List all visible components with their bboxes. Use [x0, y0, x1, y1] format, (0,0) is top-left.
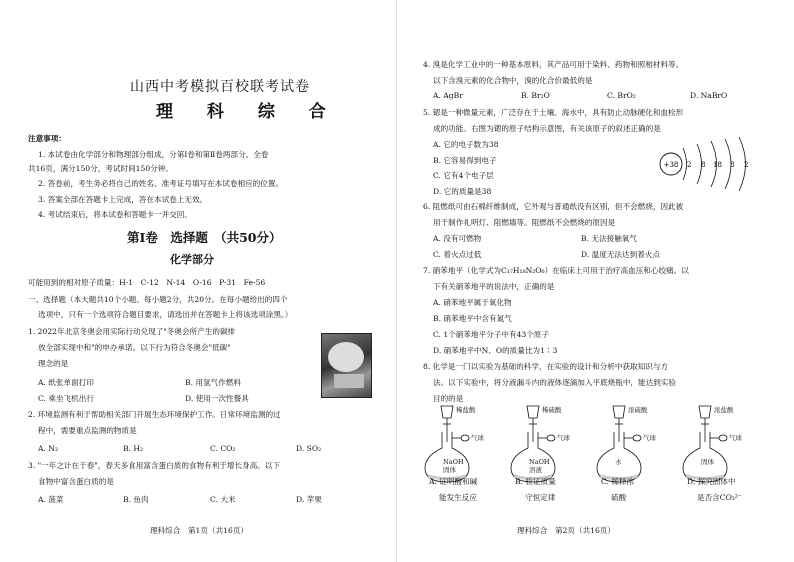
flask-contents-label: 固体: [701, 458, 714, 466]
q4-option-b: B. Br₂O: [521, 91, 550, 100]
subject-title: 理 科 综 合: [156, 102, 340, 122]
atomic-masses: 可能用到的相对原子质量：H-1 C-12 N-14 O-16 P-31 Fe-56: [28, 278, 266, 287]
q8-option-b-caption: B. 验证质量: [515, 477, 556, 486]
balloon-label: 气球: [557, 434, 570, 442]
q3-option-b: B. 鱼肉: [123, 495, 149, 504]
balloon: [547, 435, 555, 441]
exam-title: 山西中考模拟百校联考试卷: [130, 79, 310, 95]
q1-option-b: B. 用氢气作燃料: [185, 378, 241, 387]
page-2: [397, 0, 794, 562]
q1-option-c: C. 乘坐飞机出行: [38, 394, 94, 403]
question-7-text: 下有关硝苯地平的说法中，正确的是: [433, 282, 555, 291]
notice-line: 共16页，满分150分，考试时间150分钟。: [28, 164, 173, 173]
q8-option-d-caption: D. 探究固体中: [687, 477, 736, 486]
question-3-text: 食物中富含蛋白质的是: [38, 477, 114, 486]
balloon-label: 气球: [471, 434, 484, 442]
question-8-text: 8. 化学是一门以实验为基础的科学，在实验的设计和分析中获取知识与方: [423, 362, 669, 371]
flask-contents-label: 水: [615, 458, 622, 466]
balloon: [461, 435, 469, 441]
instructions-line: 选项中，只有一个选项符合题目要求，请选出并在答题卡上将该选项涂黑。）: [38, 310, 293, 319]
notice-line: 1. 本试卷由化学部分和物理部分组成，分第Ⅰ卷和第Ⅱ卷两部分。全卷: [38, 150, 269, 159]
winter-olympics-photo: [321, 333, 372, 398]
question-4-text: 4. 溴是化学工业中的一种基本原料，其产品可用于染料、药物和照相材料等。: [423, 60, 684, 69]
reagent-label: 稀硫酸: [542, 406, 562, 414]
question-6-text: 用于制作礼明灯、阻燃墙等。阻燃纸不会燃烧的原因是: [433, 218, 616, 227]
q3-option-d: D. 苹果: [296, 495, 322, 504]
q6-option-a: A. 没有可燃物: [433, 234, 482, 243]
question-1-text: 理念的是: [38, 359, 69, 368]
q2-option-a: A. N₂: [38, 444, 59, 453]
flask-contents-label: 固体: [443, 466, 456, 474]
q7-option-a: A. 硝苯地平属于氧化物: [433, 298, 512, 307]
separatory-funnel: [441, 406, 453, 418]
question-4-text: 以下含溴元素的化合物中，溴的化合价最低的是: [433, 76, 593, 85]
q8-option-b-caption: 守恒定律: [525, 493, 556, 502]
photo-base: [334, 374, 364, 388]
flask-contents-label: 溶液: [529, 466, 542, 474]
section-title: 第Ⅰ卷 选择题 （共50分）: [127, 230, 282, 245]
page-footer: 理科综合 第1页（共16页）: [150, 526, 249, 535]
shell-electron-count: 2: [687, 161, 692, 169]
balloon: [633, 435, 641, 441]
chem-title: 化学部分: [170, 253, 214, 266]
q1-option-d: D. 使用一次性餐具: [185, 394, 249, 403]
q8-option-d-caption: 是否含CO₃²⁻: [697, 493, 742, 502]
notice-line: 4. 考试结束后，将本试卷和答题卡一并交回。: [38, 210, 192, 219]
q3-option-c: C. 大米: [210, 495, 236, 504]
reagent-label: 浓盐酸: [714, 406, 734, 414]
reagent-label: 浓硫酸: [628, 406, 648, 414]
question-5-text: 5. 锶是一种微量元素，广泛存在于土壤、海水中，具有防止动脉硬化和血栓形: [423, 108, 684, 117]
question-8-text: 目的的是: [433, 394, 464, 403]
q4-option-a: A. AgBr: [433, 91, 463, 100]
instructions-line: 一、选择题（本大题共10个小题。每小题2分，共20分。在每小题给出的四个: [28, 295, 288, 304]
separatory-funnel: [699, 406, 711, 418]
notice-line: 2. 答卷前，考生务必将自己的姓名、准考证号填写在本试卷相应的位置。: [38, 179, 284, 188]
shell-electron-count: 8: [701, 161, 706, 169]
q8-option-c-caption: C. 稀释浓: [601, 477, 635, 486]
question-5-text: 成的功能。右图为锶的原子结构示意图，有关该原子的叙述正确的是: [433, 124, 661, 133]
balloon-label: 气球: [729, 434, 742, 442]
q6-option-b: B. 无法接触氧气: [581, 234, 637, 243]
strontium-atom-diagram: [657, 136, 767, 194]
flask-contents-label: NaOH: [443, 458, 464, 466]
q7-option-c: C. 1个硝苯地平分子中有43个原子: [433, 330, 549, 339]
q5-option-a: A. 它的电子数为38: [433, 140, 499, 149]
question-7-text: 7. 硝苯地平（化学式为C₁₇H₁₈N₂O₆）在临床上可用于治疗高血压和心绞痛。以: [423, 266, 689, 275]
electron-shell-arc: [683, 148, 687, 180]
reagent-label: 稀盐酸: [456, 406, 476, 414]
question-1-text: 1. 2022年北京冬奥会用实际行动兑现了"冬奥会所产生的碳排: [28, 327, 236, 336]
question-2-text: 2. 环境监测有利于帮助相关部门开展生态环境保护工作。日常环境监测的过: [28, 410, 281, 419]
q2-option-d: D. SO₂: [296, 444, 322, 453]
q2-option-b: B. H₂: [123, 444, 144, 453]
q7-option-d: D. 硝苯地平中N、O的质量比为1∶3: [433, 346, 558, 355]
q7-option-b: B. 硝苯地平中含有氮气: [433, 314, 512, 323]
q2-option-c: C. CO₂: [210, 444, 236, 453]
notice-line: 3. 答案全部在答题卡上完成，答在本试卷上无效。: [38, 195, 208, 204]
q8-option-a-caption: A. 证明酸和碱: [429, 477, 478, 486]
page-footer: 理科综合 第2页（共16页）: [517, 526, 616, 535]
q1-option-a: A. 纸张单面打印: [38, 378, 94, 387]
q5-option-c: C. 它有4个电子层: [433, 171, 494, 180]
shell-electron-count: 2: [744, 161, 749, 169]
question-8-text: 法。以下实验中，将分液漏斗内的液体逐滴加入平底烧瓶中，能达到实验: [433, 378, 676, 387]
q5-option-d: D. 它的质量是38: [433, 187, 492, 196]
photo-figure: [328, 342, 364, 372]
shell-electron-count: 18: [713, 161, 722, 169]
question-6-text: 6. 阻燃纸可由石棉纤维制成，它外观与普通纸没有区别，但不会燃烧，因此被: [423, 202, 684, 211]
question-3-text: 3. "一年之计在于春"，春天多食用富含蛋白质的食物有利于增长身高。以下: [28, 461, 281, 470]
nucleus-label: +38: [663, 161, 679, 169]
notice-heading: 注意事项：: [28, 134, 66, 143]
q3-option-a: A. 菠菜: [38, 495, 64, 504]
q8-option-c-caption: 硫酸: [611, 493, 627, 502]
q6-option-c: C. 着火点过低: [433, 250, 482, 259]
q4-option-c: C. BrO₂: [607, 91, 636, 100]
balloon: [719, 435, 727, 441]
q6-option-d: D. 温度无法达到着火点: [581, 250, 660, 259]
q8-option-a-caption: 能发生反应: [439, 493, 477, 502]
separatory-funnel: [613, 406, 625, 418]
q4-option-d: D. NaBrO: [690, 91, 728, 100]
question-2-text: 程中，需要重点监测的物质是: [38, 426, 137, 435]
separatory-funnel: [527, 406, 539, 418]
flask-contents-label: NaOH: [529, 458, 550, 466]
question-1-text: 放全部实现中和"的申办承诺。以下行为符合冬奥会"低碳": [38, 343, 231, 352]
balloon-label: 气球: [643, 434, 656, 442]
q5-option-b: B. 它容易得到电子: [433, 156, 497, 165]
shell-electron-count: 8: [730, 161, 735, 169]
